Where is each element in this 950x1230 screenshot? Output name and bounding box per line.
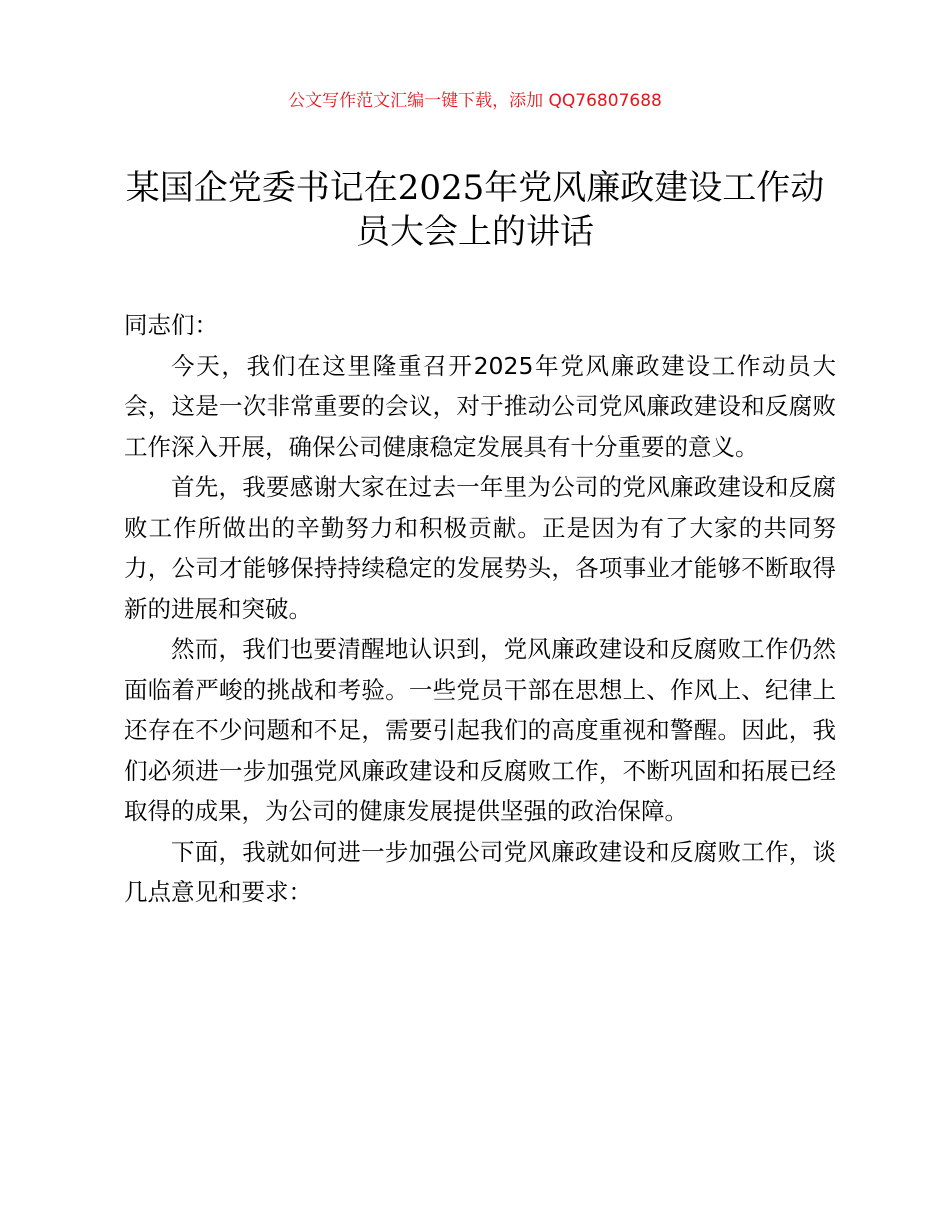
paragraph-2: 首先，我要感谢大家在过去一年里为公司的党风廉政建设和反腐败工作所做出的辛勤努力和积极贡献。正是因为有了大家的共同努力，公司才能够保持持续稳定的发展势头，各项事业才能够不断取得新的进展和突破。 <box>124 473 836 623</box>
download-notice: 公文写作范文汇编一键下载，添加 QQ76807688 <box>288 91 662 111</box>
paragraph-1: 今天，我们在这里隆重召开2025年党风廉政建设工作动员大会，这是一次非常重要的会议，对于推动公司党风廉政建设和反腐败工作深入开展，确保公司健康稳定发展具有十分重要的意义。 <box>124 351 836 461</box>
document-title: 某国企党委书记在2025年党风廉政建设工作动员大会上的讲话 <box>125 168 825 252</box>
document-body <box>124 305 836 913</box>
paragraph-3: 然而，我们也要清醒地认识到，党风廉政建设和反腐败工作仍然面临着严峻的挑战和考验。一些党员干部在思想上、作风上、纪律上还存在不少问题和不足，需要引起我们的高度重视和警醒。因此，我们必须进一步加强党风廉政建设和反腐败工作，不断巩固和拓展已经取得的成果，为公司的健康发展提供坚强的政治保障。 <box>124 635 836 825</box>
paragraph-4: 下面，我就如何进一步加强公司党风廉政建设和反腐败工作，谈几点意见和要求： <box>124 837 836 906</box>
salutation: 同志们： <box>124 311 218 339</box>
